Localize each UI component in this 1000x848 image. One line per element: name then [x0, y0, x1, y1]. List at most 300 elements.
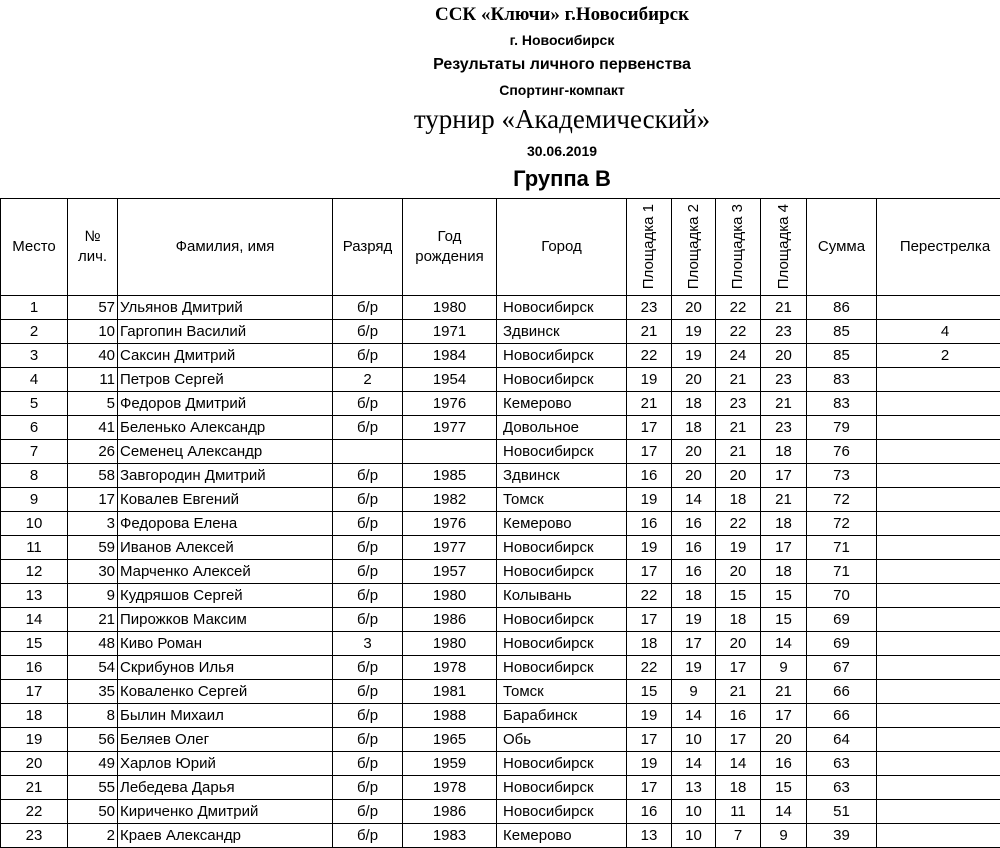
table-row — [1, 776, 1000, 800]
cell-rank: б/р — [333, 320, 403, 344]
cell-sum: 51 — [807, 800, 877, 824]
cell-rank — [333, 440, 403, 464]
cell-name: Коваленко Сергей — [118, 680, 333, 704]
cell-sum: 70 — [807, 584, 877, 608]
cell-shootoff: 4 — [877, 320, 1000, 344]
cell-rank: б/р — [333, 824, 403, 848]
cell-number: 9 — [68, 584, 118, 608]
cell-platform-3: 21 — [716, 368, 761, 392]
event-date: 30.06.2019 — [0, 143, 1000, 159]
col-header-name: Фамилия, имя — [118, 199, 333, 296]
table-header-row — [1, 199, 1000, 296]
cell-platform-1: 17 — [627, 776, 672, 800]
cell-platform-2: 18 — [672, 584, 716, 608]
cell-place: 19 — [1, 728, 68, 752]
cell-platform-3: 20 — [716, 632, 761, 656]
cell-name: Петров Сергей — [118, 368, 333, 392]
cell-name: Краев Александр — [118, 824, 333, 848]
table-row — [1, 296, 1000, 320]
cell-sum: 63 — [807, 776, 877, 800]
cell-number: 8 — [68, 704, 118, 728]
cell-sum: 72 — [807, 512, 877, 536]
cell-shootoff — [877, 728, 1000, 752]
cell-shootoff — [877, 416, 1000, 440]
cell-platform-4: 14 — [761, 800, 807, 824]
cell-city: Новосибирск — [497, 296, 627, 320]
cell-name: Кудряшов Сергей — [118, 584, 333, 608]
cell-shootoff — [877, 680, 1000, 704]
cell-number: 41 — [68, 416, 118, 440]
cell-platform-4: 20 — [761, 728, 807, 752]
cell-rank: б/р — [333, 728, 403, 752]
cell-platform-4: 15 — [761, 776, 807, 800]
cell-platform-4: 20 — [761, 344, 807, 368]
cell-shootoff — [877, 296, 1000, 320]
cell-shootoff — [877, 392, 1000, 416]
cell-platform-1: 22 — [627, 344, 672, 368]
cell-birth-year: 1954 — [403, 368, 497, 392]
cell-birth-year: 1959 — [403, 752, 497, 776]
cell-platform-1: 19 — [627, 536, 672, 560]
cell-number: 35 — [68, 680, 118, 704]
cell-shootoff — [877, 440, 1000, 464]
cell-birth-year: 1978 — [403, 656, 497, 680]
table-row — [1, 560, 1000, 584]
cell-place: 20 — [1, 752, 68, 776]
cell-place: 13 — [1, 584, 68, 608]
cell-platform-4: 17 — [761, 536, 807, 560]
table-row — [1, 464, 1000, 488]
cell-platform-1: 16 — [627, 512, 672, 536]
cell-city: Томск — [497, 680, 627, 704]
table-row — [1, 512, 1000, 536]
table-row — [1, 824, 1000, 848]
col-header-birth-year — [403, 199, 497, 296]
cell-platform-2: 19 — [672, 656, 716, 680]
cell-platform-3: 16 — [716, 704, 761, 728]
cell-sum: 83 — [807, 392, 877, 416]
cell-city: Новосибирск — [497, 632, 627, 656]
cell-sum: 79 — [807, 416, 877, 440]
cell-platform-4: 23 — [761, 368, 807, 392]
table-row — [1, 584, 1000, 608]
cell-rank: б/р — [333, 704, 403, 728]
cell-name: Беляев Олег — [118, 728, 333, 752]
cell-platform-2: 14 — [672, 704, 716, 728]
col-header-city: Город — [497, 199, 627, 296]
cell-place: 10 — [1, 512, 68, 536]
cell-platform-3: 18 — [716, 776, 761, 800]
cell-shootoff — [877, 824, 1000, 848]
cell-name: Гаргопин Василий — [118, 320, 333, 344]
cell-number: 10 — [68, 320, 118, 344]
table-row — [1, 368, 1000, 392]
cell-rank: 3 — [333, 632, 403, 656]
cell-number: 59 — [68, 536, 118, 560]
cell-platform-2: 16 — [672, 512, 716, 536]
col-header-number-label: № лич. — [78, 228, 107, 265]
col-header-platform-1 — [627, 199, 672, 296]
cell-place: 6 — [1, 416, 68, 440]
cell-platform-4: 21 — [761, 392, 807, 416]
cell-place: 7 — [1, 440, 68, 464]
cell-number: 11 — [68, 368, 118, 392]
cell-rank: б/р — [333, 752, 403, 776]
cell-platform-2: 16 — [672, 536, 716, 560]
cell-platform-4: 17 — [761, 464, 807, 488]
cell-birth-year: 1978 — [403, 776, 497, 800]
cell-platform-1: 16 — [627, 800, 672, 824]
cell-number: 40 — [68, 344, 118, 368]
cell-city: Новосибирск — [497, 368, 627, 392]
cell-platform-1: 23 — [627, 296, 672, 320]
cell-number: 55 — [68, 776, 118, 800]
col-header-platform-4-label: Площадка 4 — [774, 200, 794, 289]
cell-platform-4: 23 — [761, 416, 807, 440]
table-row — [1, 800, 1000, 824]
cell-birth-year: 1985 — [403, 464, 497, 488]
cell-rank: б/р — [333, 488, 403, 512]
cell-platform-1: 17 — [627, 608, 672, 632]
cell-sum: 86 — [807, 296, 877, 320]
cell-platform-1: 19 — [627, 368, 672, 392]
cell-sum: 71 — [807, 536, 877, 560]
cell-place: 15 — [1, 632, 68, 656]
cell-number: 21 — [68, 608, 118, 632]
cell-platform-2: 14 — [672, 752, 716, 776]
cell-sum: 69 — [807, 608, 877, 632]
cell-platform-4: 17 — [761, 704, 807, 728]
col-header-place: Место — [1, 199, 68, 296]
table-row — [1, 320, 1000, 344]
tournament-title: турнир «Академический» — [0, 104, 1000, 135]
cell-birth-year: 1980 — [403, 584, 497, 608]
cell-platform-1: 21 — [627, 392, 672, 416]
col-header-platform-3 — [716, 199, 761, 296]
cell-number: 54 — [68, 656, 118, 680]
cell-platform-3: 17 — [716, 656, 761, 680]
cell-city: Колывань — [497, 584, 627, 608]
col-header-platform-2 — [672, 199, 716, 296]
city-subtitle: г. Новосибирск — [0, 32, 1000, 48]
cell-platform-4: 18 — [761, 560, 807, 584]
cell-birth-year: 1981 — [403, 680, 497, 704]
cell-rank: б/р — [333, 608, 403, 632]
cell-platform-1: 17 — [627, 416, 672, 440]
cell-place: 18 — [1, 704, 68, 728]
cell-platform-1: 19 — [627, 488, 672, 512]
cell-place: 16 — [1, 656, 68, 680]
cell-birth-year: 1965 — [403, 728, 497, 752]
cell-city: Томск — [497, 488, 627, 512]
cell-platform-1: 22 — [627, 656, 672, 680]
cell-place: 22 — [1, 800, 68, 824]
cell-platform-2: 10 — [672, 728, 716, 752]
cell-city: Новосибирск — [497, 776, 627, 800]
cell-name: Харлов Юрий — [118, 752, 333, 776]
col-header-rank: Разряд — [333, 199, 403, 296]
cell-platform-4: 15 — [761, 608, 807, 632]
cell-name: Пирожков Максим — [118, 608, 333, 632]
col-header-platform-3-label: Площадка 3 — [728, 200, 748, 289]
cell-city: Новосибирск — [497, 344, 627, 368]
cell-rank: б/р — [333, 344, 403, 368]
cell-platform-2: 19 — [672, 608, 716, 632]
cell-platform-1: 15 — [627, 680, 672, 704]
cell-name: Скрибунов Илья — [118, 656, 333, 680]
cell-platform-1: 19 — [627, 752, 672, 776]
col-header-platform-4 — [761, 199, 807, 296]
col-header-platform-1-label: Площадка 1 — [639, 200, 659, 289]
cell-number: 56 — [68, 728, 118, 752]
cell-platform-3: 21 — [716, 680, 761, 704]
table-row — [1, 416, 1000, 440]
cell-rank: б/р — [333, 584, 403, 608]
results-table — [0, 198, 1000, 848]
cell-sum: 66 — [807, 704, 877, 728]
col-header-shootoff: Перестрелка — [877, 199, 1000, 296]
cell-platform-1: 22 — [627, 584, 672, 608]
cell-birth-year — [403, 440, 497, 464]
cell-sum: 76 — [807, 440, 877, 464]
cell-place: 4 — [1, 368, 68, 392]
table-row — [1, 632, 1000, 656]
table-row — [1, 488, 1000, 512]
cell-platform-3: 22 — [716, 320, 761, 344]
cell-birth-year: 1976 — [403, 392, 497, 416]
cell-sum: 85 — [807, 344, 877, 368]
col-header-sum: Сумма — [807, 199, 877, 296]
cell-platform-2: 19 — [672, 344, 716, 368]
cell-number: 2 — [68, 824, 118, 848]
cell-city: Новосибирск — [497, 800, 627, 824]
cell-platform-4: 18 — [761, 440, 807, 464]
cell-place: 21 — [1, 776, 68, 800]
cell-rank: б/р — [333, 680, 403, 704]
cell-rank: б/р — [333, 800, 403, 824]
cell-birth-year: 1977 — [403, 536, 497, 560]
cell-place: 11 — [1, 536, 68, 560]
cell-platform-3: 18 — [716, 608, 761, 632]
cell-platform-3: 7 — [716, 824, 761, 848]
cell-number: 57 — [68, 296, 118, 320]
cell-platform-3: 23 — [716, 392, 761, 416]
cell-city: Новосибирск — [497, 440, 627, 464]
cell-city: Новосибирск — [497, 560, 627, 584]
cell-city: Здвинск — [497, 464, 627, 488]
cell-name: Ковалев Евгений — [118, 488, 333, 512]
cell-place: 1 — [1, 296, 68, 320]
cell-platform-2: 20 — [672, 464, 716, 488]
table-row — [1, 728, 1000, 752]
cell-shootoff — [877, 800, 1000, 824]
cell-platform-4: 16 — [761, 752, 807, 776]
cell-name: Былин Михаил — [118, 704, 333, 728]
cell-shootoff — [877, 656, 1000, 680]
cell-city: Барабинск — [497, 704, 627, 728]
cell-platform-1: 17 — [627, 560, 672, 584]
cell-name: Семенец Александр — [118, 440, 333, 464]
cell-rank: б/р — [333, 560, 403, 584]
col-header-number — [68, 199, 118, 296]
club-title: ССК «Ключи» г.Новосибирск — [0, 4, 1000, 26]
cell-platform-3: 20 — [716, 464, 761, 488]
cell-birth-year: 1986 — [403, 800, 497, 824]
cell-place: 5 — [1, 392, 68, 416]
cell-place: 3 — [1, 344, 68, 368]
cell-name: Федоров Дмитрий — [118, 392, 333, 416]
results-title: Результаты личного первенства — [0, 56, 1000, 74]
cell-platform-3: 20 — [716, 560, 761, 584]
cell-rank: б/р — [333, 656, 403, 680]
cell-rank: б/р — [333, 512, 403, 536]
cell-platform-2: 9 — [672, 680, 716, 704]
cell-sum: 83 — [807, 368, 877, 392]
cell-birth-year: 1982 — [403, 488, 497, 512]
cell-platform-1: 17 — [627, 440, 672, 464]
cell-sum: 67 — [807, 656, 877, 680]
cell-platform-3: 17 — [716, 728, 761, 752]
cell-sum: 69 — [807, 632, 877, 656]
cell-birth-year: 1984 — [403, 344, 497, 368]
cell-platform-2: 10 — [672, 800, 716, 824]
cell-platform-3: 14 — [716, 752, 761, 776]
table-row — [1, 392, 1000, 416]
cell-platform-4: 21 — [761, 680, 807, 704]
cell-platform-2: 10 — [672, 824, 716, 848]
cell-platform-2: 20 — [672, 368, 716, 392]
table-row — [1, 344, 1000, 368]
cell-rank: б/р — [333, 464, 403, 488]
cell-platform-2: 20 — [672, 440, 716, 464]
cell-city: Новосибирск — [497, 536, 627, 560]
cell-shootoff — [877, 512, 1000, 536]
cell-platform-2: 18 — [672, 416, 716, 440]
cell-shootoff — [877, 776, 1000, 800]
cell-platform-3: 22 — [716, 512, 761, 536]
cell-rank: б/р — [333, 776, 403, 800]
col-header-platform-2-label: Площадка 2 — [684, 200, 704, 289]
cell-platform-2: 16 — [672, 560, 716, 584]
cell-shootoff: 2 — [877, 344, 1000, 368]
cell-shootoff — [877, 464, 1000, 488]
cell-shootoff — [877, 560, 1000, 584]
cell-shootoff — [877, 368, 1000, 392]
cell-platform-3: 19 — [716, 536, 761, 560]
cell-sum: 64 — [807, 728, 877, 752]
cell-platform-4: 14 — [761, 632, 807, 656]
cell-platform-3: 22 — [716, 296, 761, 320]
cell-birth-year: 1986 — [403, 608, 497, 632]
cell-sum: 63 — [807, 752, 877, 776]
cell-rank: 2 — [333, 368, 403, 392]
table-row — [1, 752, 1000, 776]
cell-rank: б/р — [333, 536, 403, 560]
cell-birth-year: 1957 — [403, 560, 497, 584]
cell-platform-4: 21 — [761, 296, 807, 320]
cell-shootoff — [877, 608, 1000, 632]
cell-sum: 85 — [807, 320, 877, 344]
cell-birth-year: 1980 — [403, 296, 497, 320]
cell-name: Саксин Дмитрий — [118, 344, 333, 368]
cell-shootoff — [877, 632, 1000, 656]
cell-rank: б/р — [333, 296, 403, 320]
cell-name: Марченко Алексей — [118, 560, 333, 584]
cell-number: 26 — [68, 440, 118, 464]
cell-city: Кемерово — [497, 512, 627, 536]
cell-city: Здвинск — [497, 320, 627, 344]
cell-place: 9 — [1, 488, 68, 512]
col-header-birth-year-label: Год рождения — [415, 228, 483, 265]
table-row — [1, 440, 1000, 464]
cell-number: 5 — [68, 392, 118, 416]
cell-city: Новосибирск — [497, 608, 627, 632]
cell-platform-1: 16 — [627, 464, 672, 488]
cell-platform-1: 18 — [627, 632, 672, 656]
cell-sum: 72 — [807, 488, 877, 512]
cell-number: 30 — [68, 560, 118, 584]
cell-number: 3 — [68, 512, 118, 536]
table-row — [1, 608, 1000, 632]
cell-city: Довольное — [497, 416, 627, 440]
cell-city: Обь — [497, 728, 627, 752]
cell-shootoff — [877, 488, 1000, 512]
cell-place: 14 — [1, 608, 68, 632]
cell-name: Лебедева Дарья — [118, 776, 333, 800]
cell-number: 49 — [68, 752, 118, 776]
cell-platform-4: 18 — [761, 512, 807, 536]
cell-platform-3: 11 — [716, 800, 761, 824]
cell-platform-4: 9 — [761, 824, 807, 848]
table-row — [1, 656, 1000, 680]
table-row — [1, 704, 1000, 728]
cell-name: Киво Роман — [118, 632, 333, 656]
table-row — [1, 680, 1000, 704]
cell-sum: 66 — [807, 680, 877, 704]
cell-place: 2 — [1, 320, 68, 344]
group-title: Группа B — [0, 166, 1000, 192]
cell-platform-4: 9 — [761, 656, 807, 680]
cell-platform-4: 15 — [761, 584, 807, 608]
cell-shootoff — [877, 704, 1000, 728]
cell-platform-3: 15 — [716, 584, 761, 608]
cell-platform-3: 21 — [716, 416, 761, 440]
cell-platform-2: 19 — [672, 320, 716, 344]
cell-platform-1: 17 — [627, 728, 672, 752]
cell-city: Кемерово — [497, 824, 627, 848]
cell-shootoff — [877, 584, 1000, 608]
cell-number: 48 — [68, 632, 118, 656]
cell-shootoff — [877, 752, 1000, 776]
cell-shootoff — [877, 536, 1000, 560]
cell-place: 17 — [1, 680, 68, 704]
cell-platform-3: 21 — [716, 440, 761, 464]
cell-sum: 39 — [807, 824, 877, 848]
cell-rank: б/р — [333, 416, 403, 440]
cell-birth-year: 1976 — [403, 512, 497, 536]
cell-sum: 73 — [807, 464, 877, 488]
cell-platform-1: 19 — [627, 704, 672, 728]
cell-birth-year: 1971 — [403, 320, 497, 344]
cell-platform-3: 24 — [716, 344, 761, 368]
cell-number: 58 — [68, 464, 118, 488]
cell-platform-2: 17 — [672, 632, 716, 656]
cell-city: Новосибирск — [497, 752, 627, 776]
cell-platform-2: 14 — [672, 488, 716, 512]
cell-rank: б/р — [333, 392, 403, 416]
cell-name: Беленько Александр — [118, 416, 333, 440]
cell-birth-year: 1977 — [403, 416, 497, 440]
